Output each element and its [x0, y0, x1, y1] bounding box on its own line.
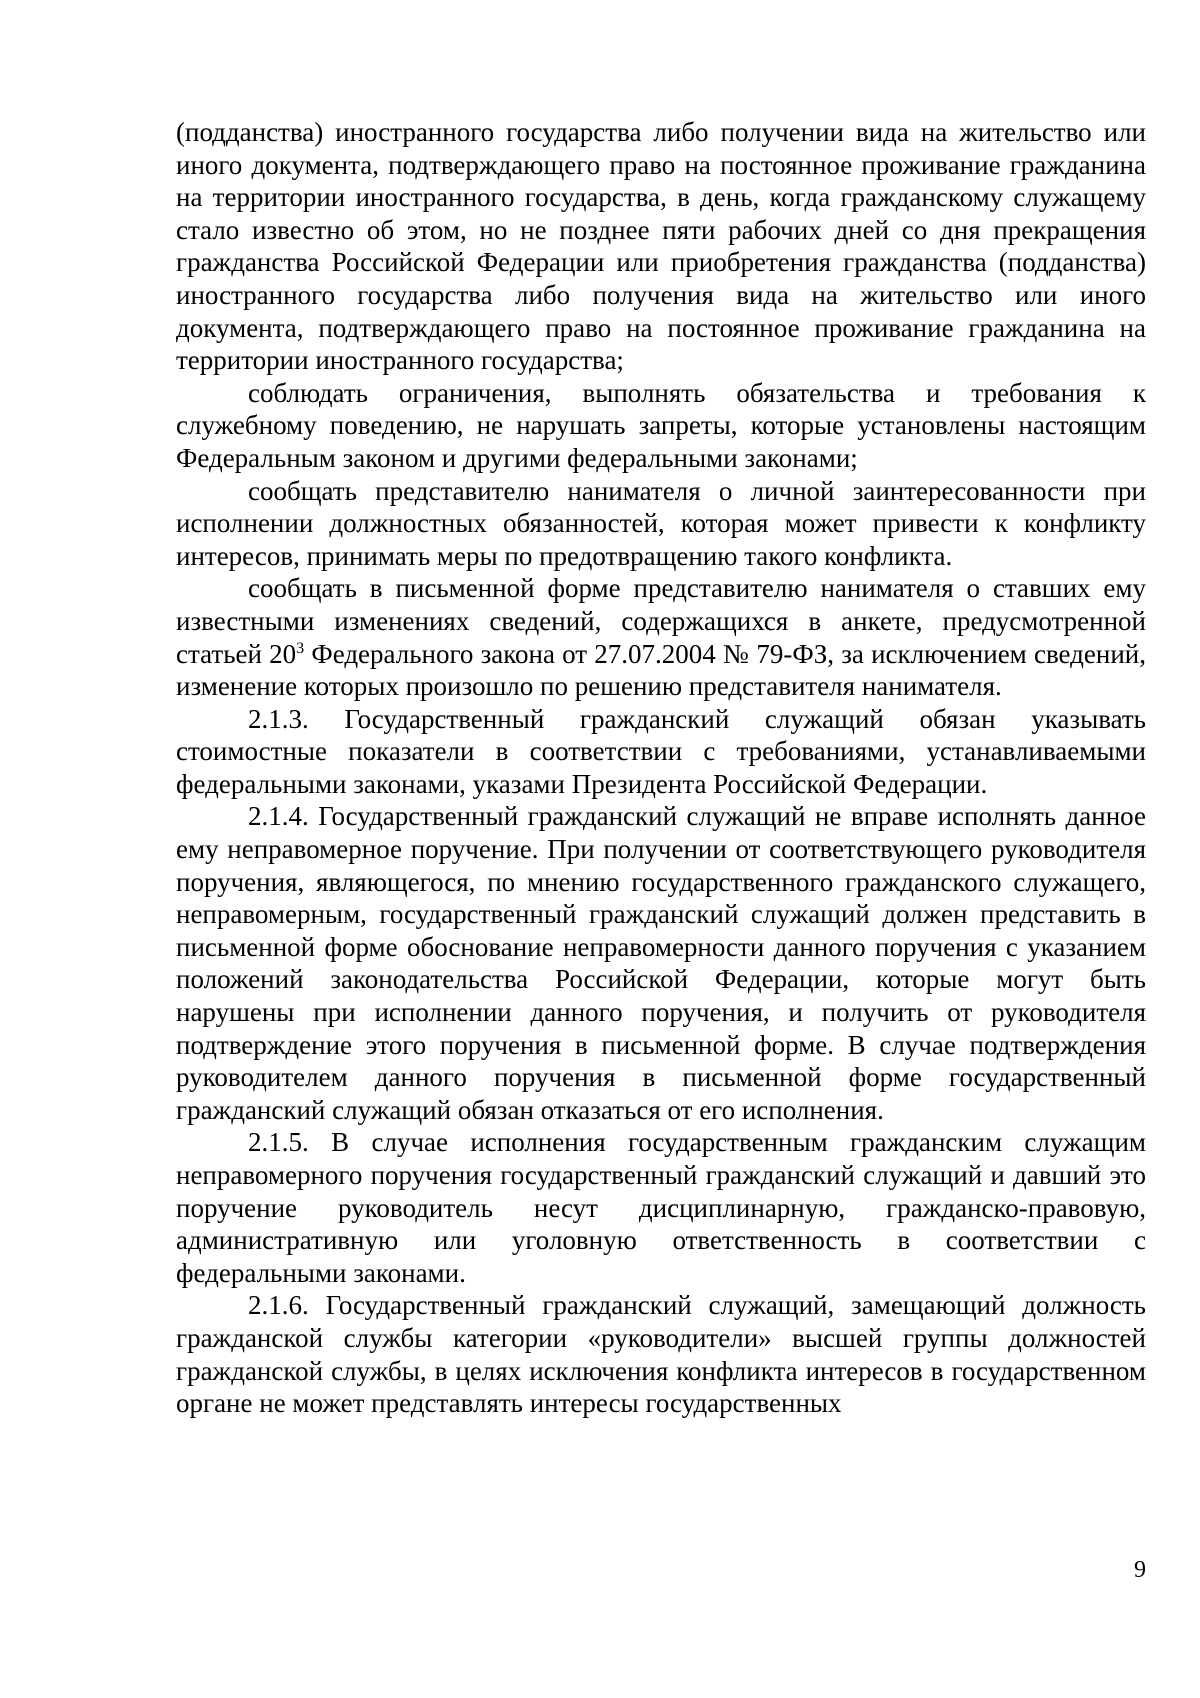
- paragraph-2-1-3: 2.1.3. Государственный гражданский служащий обязан указывать стоимостные показатели в соответствии с требованиями, устанавливаемыми федеральными законами, указами Президента Российской Федерации.: [176, 703, 1146, 799]
- article-superscript: 3: [296, 639, 305, 657]
- paragraph-2-1-5: 2.1.5. В случае исполнения государственным гражданским служащим неправомерного поручения государственный гражданский служащий и давший это поручение руководитель несут дисциплинарную, гражданско-правовую, административную или уголовную ответственность в соответствии с федеральными законами.: [176, 1127, 1146, 1288]
- paragraph-questionnaire-changes: [176, 572, 1146, 702]
- paragraph-restrictions: соблюдать ограничения, выполнять обязательства и требования к служебному поведению, не нарушать запреты, которые установлены настоящим Федеральным законом и другими федеральными законами;: [176, 377, 1146, 473]
- paragraph-conflict-of-interest: сообщать представителю нанимателя о личной заинтересованности при исполнении должностных обязанностей, которая может привести к конфликту интересов, принимать меры по предотвращению такого конфликта.: [176, 475, 1146, 571]
- page-number: 9: [1134, 1557, 1146, 1583]
- paragraph-citizenship-notice: (подданства) иностранного государства либо получении вида на жительство или иного документа, подтверждающего право на постоянное проживание гражданина на территории иностранного государства, в день, когда гражданскому служащему стало известно об этом, но не позднее пяти рабочих дней со дня прекращения гражданства Российской Федерации или приобретения гражданства (подданства) иностранного государства либо получения вида на жительство или иного документа, подтверждающего право на постоянное проживание гражданина на территории иностранного государства;: [176, 117, 1146, 376]
- document-body: [176, 116, 1146, 1420]
- paragraph-2-1-4: 2.1.4. Государственный гражданский служащий не вправе исполнять данное ему неправомерное поручение. При получении от соответствующего руководителя поручения, являющегося, по мнению государственного гражданского служащего, неправомерным, государственный гражданский служащий должен представить в письменной форме обоснование неправомерности данного поручения с указанием положений законодательства Российской Федерации, которые могут быть нарушены при исполнении данного поручения, и получить от руководителя подтверждение этого поручения в письменной форме. В случае подтверждения руководителем данного поручения в письменной форме государственный гражданский служащий обязан отказаться от его исполнения.: [176, 801, 1146, 1125]
- paragraph-text-after-sup: Федерального закона от 27.07.2004 № 79-ФЗ, за исключением сведений, изменение которых произошло по решению представителя нанимателя.: [176, 638, 1146, 702]
- paragraph-text-before-sup: сообщать в письменной форме представителю нанимателя о ставших ему известными изменениях сведений, содержащихся в анкете, предусмотренной статьей 20: [176, 573, 1146, 669]
- paragraph-2-1-6: 2.1.6. Государственный гражданский служащий, замещающий должность гражданской службы категории «руководители» высшей группы должностей гражданской службы, в целях исключения конфликта интересов в государственном органе не может представлять интересы государственных: [176, 1290, 1146, 1419]
